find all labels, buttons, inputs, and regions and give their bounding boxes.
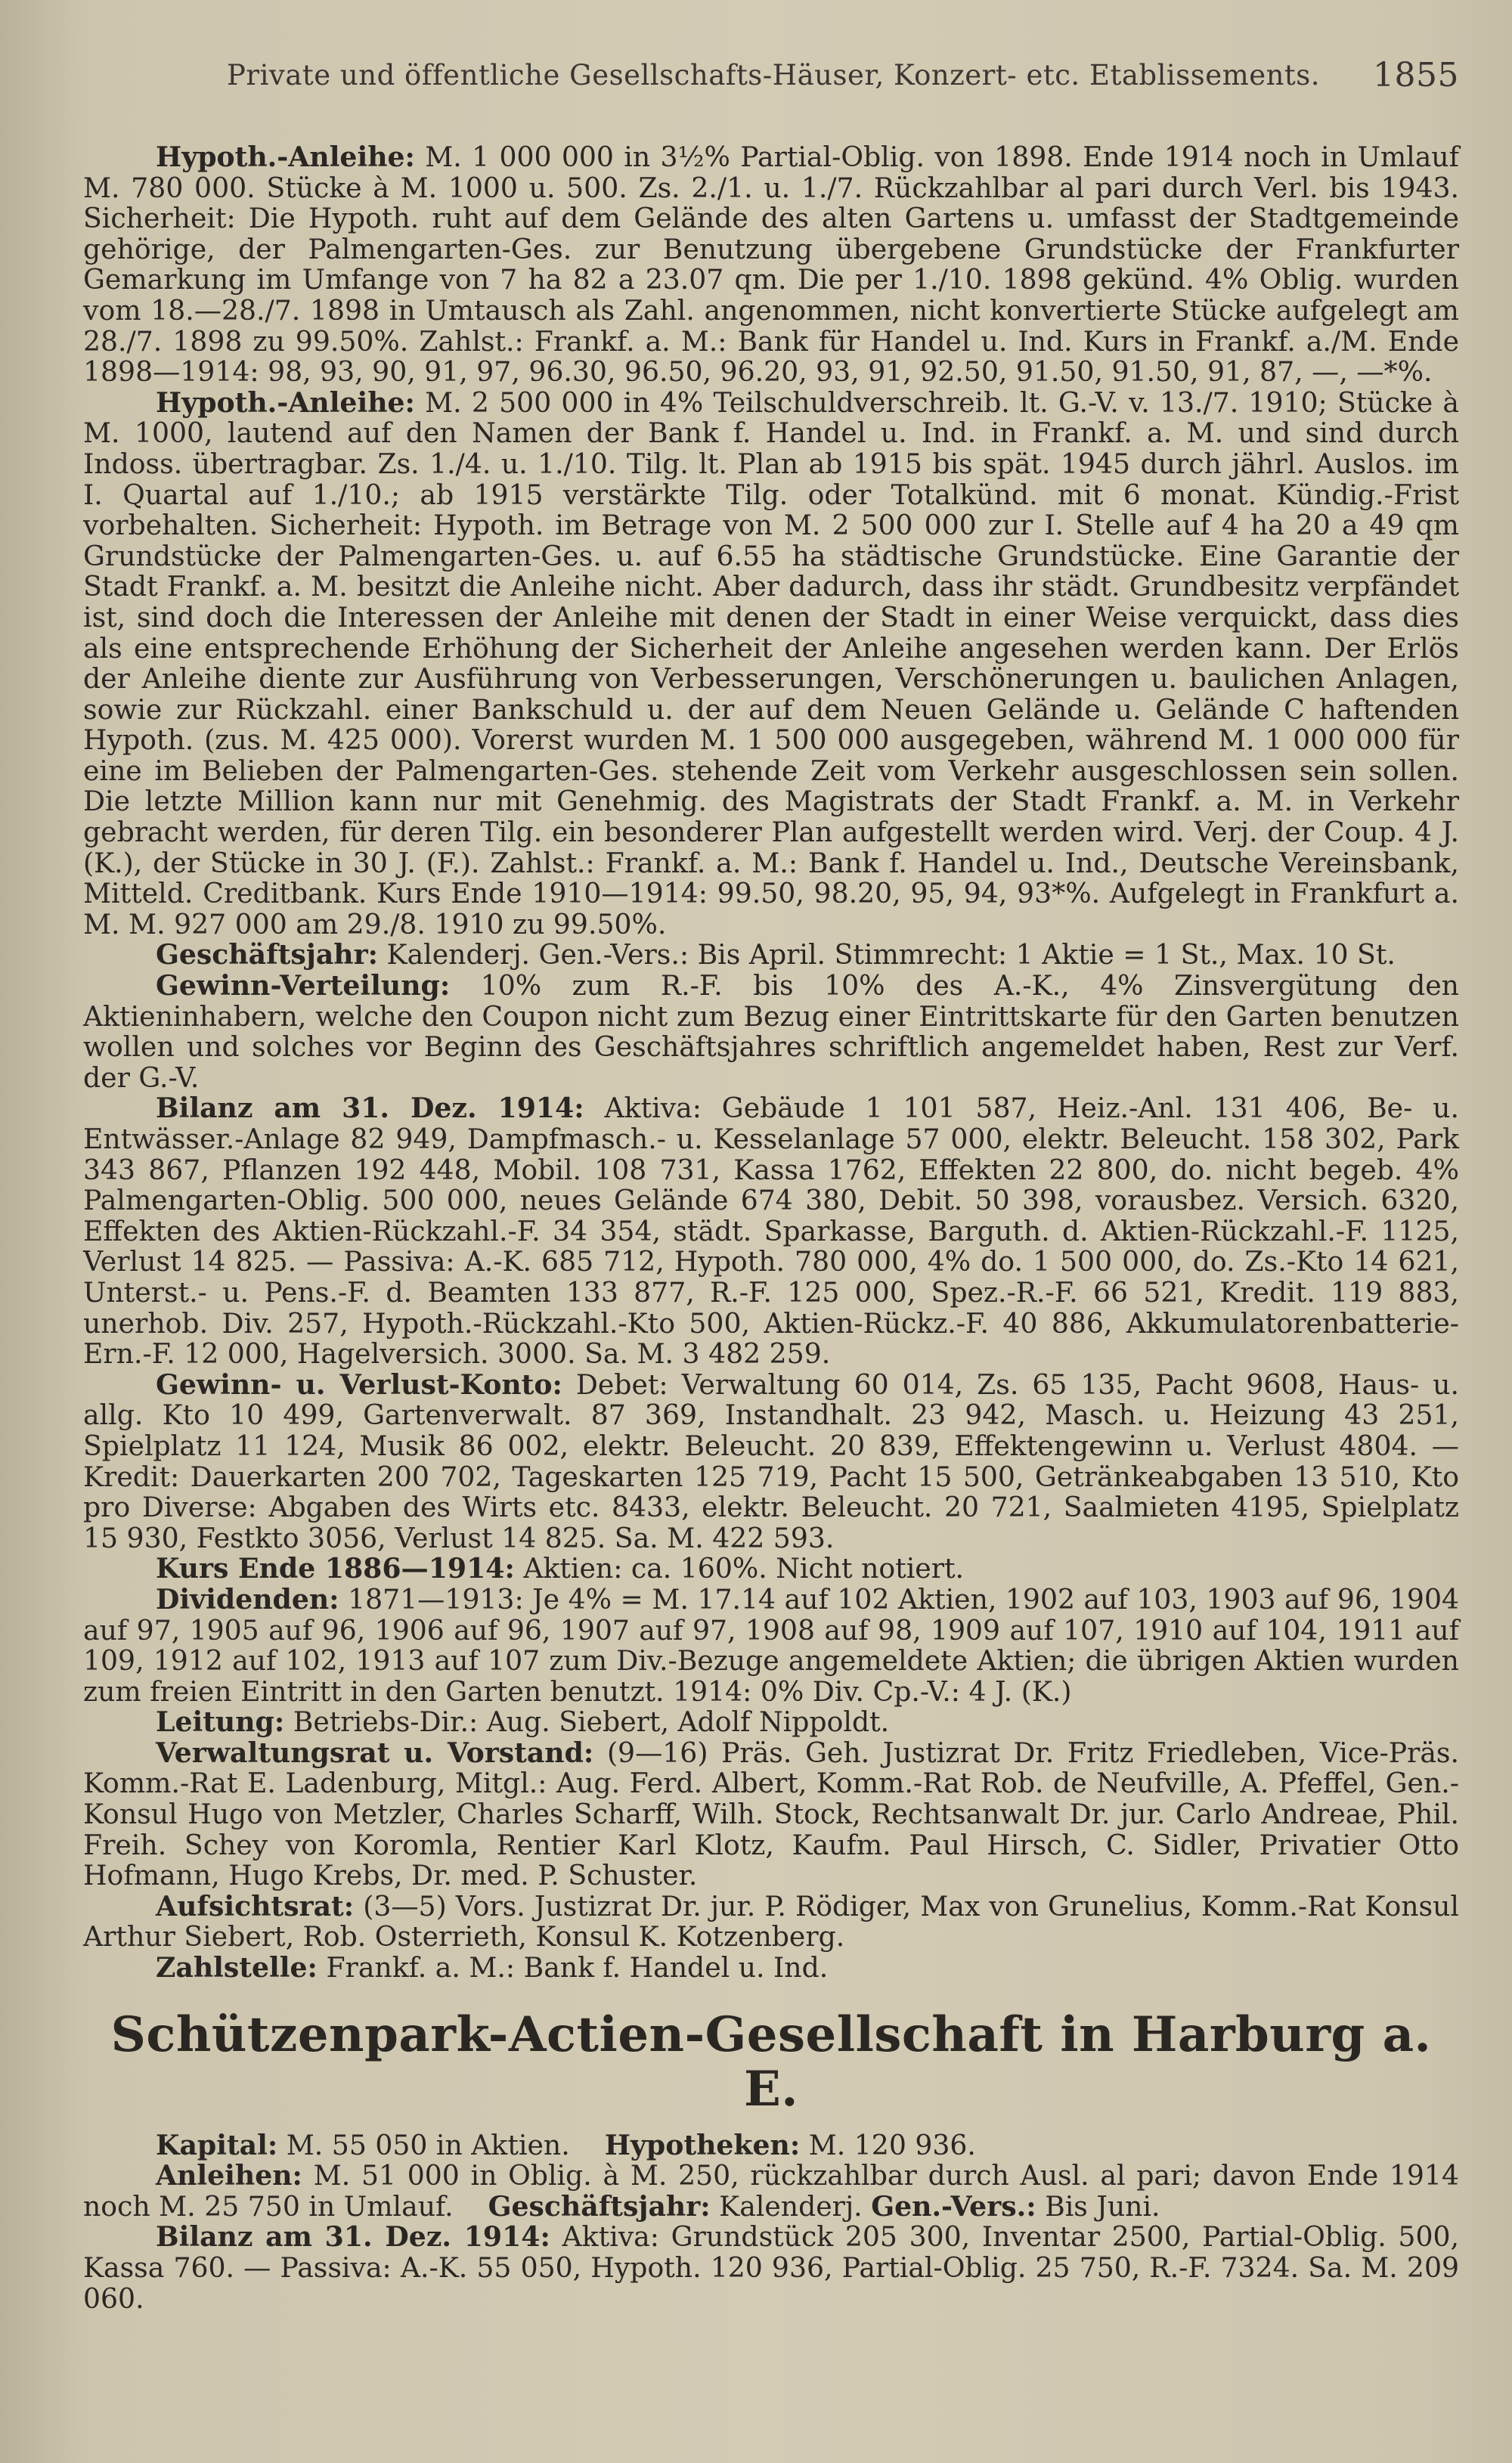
label-hypoth-anleihe-2: Hypoth.-Anleihe:	[156, 386, 415, 419]
text-hypoth-anleihe-1: M. 1 000 000 in 3½% Partial-Oblig. von 1898. Ende 1914 noch in Umlauf M. 780 000. Stücke à M. 1000 u. 500. Zs. 2./1. u. 1./7. Rückzahlbar al pari durch Verl. bis 1943. Sicherheit: Die Hypoth. ruht auf dem Gelände des alten Gartens u. umfasst der Stadtgemeinde gehörige, der Palmengarten-Ges. zur Benutzung übergebene Grundstücke der Frankfurter Gemarkung im Umfange von 7 ha 82 a 23.07 qm. Die per 1./10. 1898 gekünd. 4% Oblig. wurden vom 18.—28./7. 1898 in Umtausch als Zahl. angenommen, nicht konvertierte Stücke aufgelegt am 28./7. 1898 zu 99.50%. Zahlst.: Frankf. a. M.: Bank für Handel u. Ind. Kurs in Frankf. a./M. Ende 1898—1914: 98, 93, 90, 91, 97, 96.30, 96.50, 96.20, 93, 91, 92.50, 91.50, 91.50, 91, 87, —, —*%.	[83, 141, 1459, 389]
label-kurs: Kurs Ende 1886—1914:	[156, 1552, 515, 1585]
text-leitung: Betriebs-Dir.: Aug. Siebert, Adolf Nippoldt.	[293, 1706, 890, 1739]
paragraph-kurs	[83, 1554, 1459, 1585]
paragraph-bilanz-2	[83, 2222, 1459, 2314]
text-zahlstelle: Frankf. a. M.: Bank f. Handel u. Ind.	[326, 1951, 829, 1984]
label-geschaeftsjahr: Geschäftsjahr:	[156, 938, 379, 971]
label-dividenden: Dividenden:	[156, 1582, 339, 1616]
text-gewinn-verteilung: 10% zum R.-F. bis 10% des A.-K., 4% Zinsvergütung den Aktieninhabern, welche den Coupon nicht zum Bezug einer Eintrittskarte für den Garten benutzen wollen und solches vor Beginn des Geschäftsjahres schriftlich angemeldet haben, Rest zur Verf. der G.-V.	[83, 969, 1459, 1094]
paragraph-geschaeftsjahr	[83, 940, 1459, 971]
label-zahlstelle: Zahlstelle:	[156, 1951, 318, 1984]
label-aufsichtsrat: Aufsichtsrat:	[156, 1889, 355, 1922]
text-geschaeftsjahr-2: Kalenderj.	[719, 2189, 863, 2223]
label-geschaeftsjahr-2: Geschäftsjahr:	[488, 2189, 711, 2223]
label-gewinn-verteilung: Gewinn-Verteilung:	[156, 969, 451, 1002]
label-bilanz-2: Bilanz am 31. Dez. 1914:	[156, 2220, 550, 2254]
main-column	[83, 142, 1459, 2314]
label-gen-vers-2: Gen.-Vers.:	[871, 2189, 1036, 2223]
text-bilanz: Aktiva: Gebäude 1 101 587, Heiz.-Anl. 131 406, Be- u. Entwässer.-Anlage 82 949, Dampfmasch.- u. Kesselanlage 57 000, elektr. Beleucht. 158 302, Park 343 867, Pflanzen 192 448, Mobil. 108 731, Kassa 1762, Effekten 22 800, do. nicht begeb. 4% Palmengarten-Oblig. 500 000, neues Gelände 674 380, Debit. 50 398, vorausbez. Versich. 6320, Effekten des Aktien-Rückzahl.-F. 34 354, städt. Sparkasse, Barguth. d. Aktien-Rückzahl.-F. 1125, Verlust 14 825. — Passiva: A.-K. 685 712, Hypoth. 780 000, 4% do. 1 500 000, do. Zs.-Kto 14 621, Unterst.- u. Pens.-F. d. Beamten 133 877, R.-F. 125 000, Spez.-R.-F. 66 521, Kredit. 119 883, unerhob. Div. 257, Hypoth.-Rückzahl.-Kto 500, Aktien-Rückz.-F. 40 886, Akkumulatorenbatterie-Ern.-F. 12 000, Hagelversich. 3000. Sa. M. 3 482 259.	[83, 1092, 1459, 1371]
text-kapital: M. 55 050 in Aktien.	[286, 2128, 570, 2161]
text-bilanz-2: Aktiva: Grundstück 205 300, Inventar 2500, Partial-Oblig. 500, Kassa 760. — Passiva: A.-K. 55 050, Hypoth. 120 936, Partial-Oblig. 25 750, R.-F. 7324. Sa. M. 209 060.	[83, 2220, 1459, 2315]
text-gen-vers-2: Bis Juni.	[1045, 2189, 1160, 2223]
label-kapital: Kapital:	[156, 2128, 278, 2161]
paragraph-kapital	[83, 2130, 1459, 2161]
paragraph-hypoth-anleihe-2	[83, 388, 1459, 940]
label-verwaltungsrat: Verwaltungsrat u. Vorstand:	[156, 1736, 594, 1769]
paragraph-verwaltungsrat	[83, 1738, 1459, 1891]
page-number: 1855	[1373, 56, 1459, 94]
paragraph-aufsichtsrat	[83, 1891, 1459, 1953]
text-kurs: Aktien: ca. 160%. Nicht notiert.	[523, 1552, 965, 1585]
label-bilanz: Bilanz am 31. Dez. 1914:	[156, 1092, 584, 1125]
label-anleihen: Anleihen:	[156, 2159, 302, 2192]
running-head	[227, 56, 1459, 94]
text-verwaltungsrat: (9—16) Präs. Geh. Justizrat Dr. Fritz Friedleben, Vice-Präs. Komm.-Rat E. Ladenburg, Mitgl.: Aug. Ferd. Albert, Komm.-Rat Rob. de Neufville, A. Pfeffel, Gen.-Konsul Hugo von Metzler, Charles Scharff, Wilh. Stock, Rechtsanwalt Dr. jur. Carlo Andreae, Phil. Freih. Schey von Koromla, Rentier Karl Klotz, Kaufm. Paul Hirsch, C. Sidler, Privatier Otto Hofmann, Hugo Krebs, Dr. med. P. Schuster.	[83, 1736, 1459, 1892]
paragraph-gewinn-verteilung	[83, 971, 1459, 1093]
paragraph-bilanz	[83, 1093, 1459, 1369]
paragraph-anleihen	[83, 2161, 1459, 2222]
paragraph-zahlstelle	[83, 1953, 1459, 1984]
section-schuetzenpark	[83, 2130, 1459, 2315]
text-geschaeftsjahr: Kalenderj. Gen.-Vers.: Bis April. Stimmrecht: 1 Aktie = 1 St., Max. 10 St.	[386, 938, 1396, 971]
text-dividenden: 1871—1913: Je 4% = M. 17.14 auf 102 Aktien, 1902 auf 103, 1903 auf 96, 1904 auf 97, 1905 auf 96, 1906 auf 96, 1907 auf 97, 1908 auf 98, 1909 auf 107, 1910 auf 104, 1911 auf 109, 1912 auf 102, 1913 auf 107 zum Div.-Bezuge angemeldete Aktien; die übrigen Aktien wurden zum freien Eintritt in den Garten benutzt. 1914: 0% Div. Cp.-V.: 4 J. (K.)	[83, 1582, 1459, 1708]
label-hypotheken: Hypotheken:	[604, 2128, 801, 2161]
text-hypoth-anleihe-2: M. 2 500 000 in 4% Teilschuldverschreib. lt. G.-V. v. 13./7. 1910; Stücke à M. 1000, lautend auf den Namen der Bank f. Handel u. Ind. in Frankf. a. M. und sind durch Indoss. übertragbar. Zs. 1./4. u. 1./10. Tilg. lt. Plan ab 1915 bis spät. 1945 durch jährl. Auslos. im I. Quartal auf 1./10.; ab 1915 verstärkte Tilg. oder Totalkünd. mit 6 monat. Kündig.-Frist vorbehalten. Sicherheit: Hypoth. im Betrage von M. 2 500 000 zur I. Stelle auf 4 ha 20 a 49 qm Grundstücke der Palmengarten-Ges. u. auf 6.55 ha städtische Grundstücke. Eine Garantie der Stadt Frankf. a. M. besitzt die Anleihe nicht. Aber dadurch, dass ihr städt. Grundbesitz verpfändet ist, sind doch die Interessen der Anleihe mit denen der Stadt in einer Weise verquickt, dass dies als eine entsprechende Erhöhung der Sicherheit der Anleihe angesehen werden kann. Der Erlös der Anleihe diente zur Ausführung von Verbesserungen, Verschönerungen u. baulichen Anlagen, sowie zur Rückzahl. einer Bankschuld u. der auf dem Neuen Gelände u. Gelände C haftenden Hypoth. (zus. M. 425 000). Vorerst wurden M. 1 500 000 ausgegeben, während M. 1 000 000 für eine im Belieben der Palmengarten-Ges. stehende Zeit vom Verkehr ausgeschlossen sein sollen. Die letzte Million kann nur mit Genehmig. des Magistrats der Stadt Frankf. a. M. in Verkehr gebracht werden, für deren Tilg. ein besonderer Plan aufgestellt werden wird. Verj. der Coup. 4 J. (K.), der Stücke in 30 J. (F.). Zahlst.: Frankf. a. M.: Bank f. Handel u. Ind., Deutsche Vereinsbank, Mitteld. Creditbank. Kurs Ende 1910—1914: 99.50, 98.20, 95, 94, 93*%. Aufgelegt in Frankfurt a. M. M. 927 000 am 29./8. 1910 zu 99.50%.	[83, 386, 1459, 940]
paragraph-dividenden	[83, 1582, 1459, 1708]
label-gewinn-verlust: Gewinn- u. Verlust-Konto:	[156, 1368, 562, 1401]
company-title-schuetzenpark: Schützenpark-Actien-Gesellschaft in Harburg a. E.	[110, 2006, 1432, 2118]
text-anleihen: M. 51 000 in Oblig. à M. 250, rückzahlbar durch Ausl. al pari; davon Ende 1914 noch M. 25 750 in Umlauf.	[83, 2159, 1459, 2223]
paragraph-hypoth-anleihe-1	[83, 142, 1459, 388]
text-gewinn-verlust: Debet: Verwaltung 60 014, Zs. 65 135, Pacht 9608, Haus- u. allg. Kto 10 499, Gartenverwalt. 87 369, Instandhalt. 23 942, Masch. u. Heizung 43 251, Spielplatz 11 124, Musik 86 002, elektr. Beleucht. 20 839, Effektengewinn u. Verlust 4804. — Kredit: Dauerkarten 200 702, Tageskarten 125 719, Pacht 15 500, Getränkeabgaben 13 510, Kto pro Diverse: Abgaben des Wirts etc. 8433, elektr. Beleucht. 20 721, Saalmieten 4195, Spielplatz 15 930, Festkto 3056, Verlust 14 825. Sa. M. 422 593.	[83, 1368, 1459, 1554]
text-hypotheken: M. 120 936.	[808, 2128, 976, 2161]
label-hypoth-anleihe-1: Hypoth.-Anleihe:	[156, 141, 415, 173]
text-aufsichtsrat: (3—5) Vors. Justizrat Dr. jur. P. Rödiger, Max von Grunelius, Komm.-Rat Konsul Arthur Siebert, Rob. Osterrieth, Konsul K. Kotzenberg.	[83, 1889, 1459, 1953]
running-head-title: Private und öffentliche Gesellschafts-Häuser, Konzert- etc. Etablissements.	[227, 59, 1321, 91]
paragraph-gewinn-verlust	[83, 1370, 1459, 1554]
label-leitung: Leitung:	[156, 1706, 285, 1739]
paragraph-leitung	[83, 1707, 1459, 1738]
